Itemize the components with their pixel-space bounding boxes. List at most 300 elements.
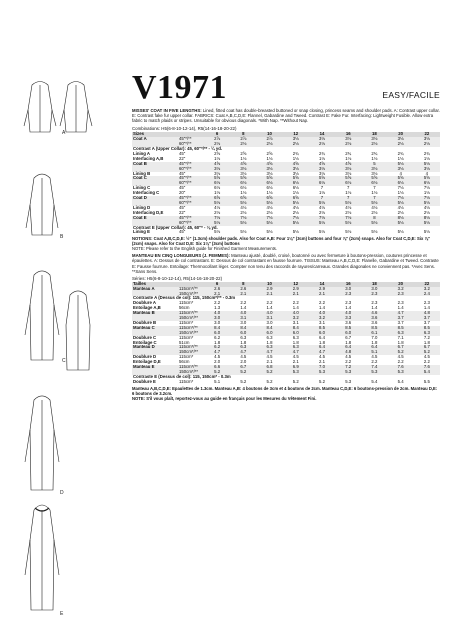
size-header-cell: 14 [309,282,335,287]
row-label: Lining D [133,204,151,210]
yardage-cell: 5⅛ [423,229,430,235]
yardage-cell: 6.3 [292,334,299,340]
yardage-cell: 2.1 [292,359,299,365]
notions-fr [132,386,440,401]
description-title: MISSES' COAT IN FIVE LENGTHS: [132,108,202,113]
sizes-label: Sizes [132,132,204,137]
yardage-cell: 4.7 [204,350,230,355]
yardage-cell: 2⅛ [414,142,440,147]
yardage-cell: 6.3 [388,331,414,336]
size-header-cell: 20 [388,132,414,137]
yardage-cell: 3.0 [335,287,361,292]
yardage-cell: 7⅛ [204,216,230,221]
row-label: Interfacing D,E [133,209,164,215]
yardage-table-en [132,132,440,235]
row-label: Lining E [133,229,150,235]
row-label: Interfacing C [133,190,160,196]
yardage-cell: 3⅛ [388,167,414,172]
yardage-cell: 2.1 [256,292,282,297]
row-label: Lining A [133,150,151,156]
yardage-cell: 5.3 [361,370,387,375]
yardage-cell: 2.1 [204,292,230,297]
yardage-cell: 5.1 [214,378,221,384]
yardage-cell: 4.7 [230,350,256,355]
yardage-cell: 8.5 [361,326,387,331]
yardage-cell: 1⅛ [397,190,404,196]
yardage-cell: 2.3 [361,292,387,297]
size-header-cell: 12 [283,282,309,287]
row-label: Manteau E [132,365,178,370]
yardage-cell: 7⅛ [397,185,404,191]
fabric-width: 56cm [179,305,190,311]
yardage-cell: 2⅛ [240,209,247,215]
yardage-cell: 5⅝ [335,176,361,181]
yardage-cell: 2.3 [371,300,378,306]
yardage-cell: 5⅛ [397,229,404,235]
yardage-cell: 1.8 [266,339,273,345]
yardage-cell: 7 [335,196,361,201]
yardage-cell: 6.3 [266,334,273,340]
yardage-cell: 2⅛ [345,209,352,215]
yardage-cell: 2¾ [423,150,430,156]
yardage-cell: 6.7 [388,345,414,350]
yardage-cell: 3.6 [371,319,378,325]
yardage-cell: 2⅝ [214,150,221,156]
yardage-cell: 5.4 [414,370,440,375]
fabric-width: 45"*/** [178,196,204,201]
yardage-cell: 3.2 [388,287,414,292]
yardage-cell: 5⅛ [266,229,273,235]
yardage-cell: 2.1 [266,359,273,365]
row-label: Lining C [133,185,151,191]
yardage-cell: 4 [399,170,402,176]
yardage-cell: 5⅛ [309,221,335,226]
yardage-cell: 1⅛ [240,155,247,161]
yardage-cell: 3⅛ [230,167,256,172]
row-label: Coat A [132,137,178,142]
view-a-sketch [24,82,92,133]
yardage-cell: 7 [320,185,324,191]
fabric-width: 60"*/** [178,142,204,147]
yardage-cell: 2.1 [283,292,309,297]
fabric-width: 150cm*/** [178,370,204,375]
yardage-cell: 6.0 [309,331,335,336]
yardage-cell: 3.0 [361,287,387,292]
table-row [132,380,440,385]
table-row [132,230,440,235]
fabric-width: 115cm*/** [178,345,204,350]
row-label: Contrast E (Upper Collar): 45, 60"* - ⅛ yd. [133,224,218,230]
description-fabrics: E: Contrast fake fur upper collar. FABRICS: Coat A,B,C,D,E: Flannel, Gabardine and Tweed. Contrast E: Fake Fur. Interfacing: Lightweight Fusible. Allow extra fabric to match plaids or stripes. Unsuitable for obvious diagonals. *With Nap. **Without Nap. [132,113,434,124]
description-fr [132,253,440,273]
yardage-cell: 2¾ [318,150,325,156]
yardage-cell: 1.8 [214,339,221,345]
yardage-cell: 7.2 [335,365,361,370]
combinations-en: Combinations: H5(6-8-10-12-14), R5(14-16-18-20-22) [132,126,237,132]
yardage-cell: 7.1 [397,334,404,340]
yardage-cell: 5.2 [292,378,299,384]
size-header-cell: 8 [230,132,256,137]
yardage-cell: 4⅛ [371,204,378,210]
combinations-fr: Séries: H5(6-8-10-12-14), R5(14-16-18-20-22) [132,275,223,281]
notions-text: NOTIONS: Coat A,B,C,D,E: ½" (1.3cm) shoulder pads. Also for Coat A,B: Four 1⅛" (3cm) buttons and four ⅞" (2cm) snaps. Also for Coat C,D,E: Six ⅞" (2cm) snaps. Also for Coat D,E: Six 1⅛" (3cm) buttons [132,236,430,247]
row-label: Manteau A [132,287,178,292]
yardage-cell: 3⅛ [256,167,282,172]
yardage-cell: 2.2 [371,359,378,365]
yardage-cell: 1⅛ [345,155,352,161]
row-label: Doublure D [133,354,157,360]
yardage-cell: 2⅛ [230,142,256,147]
yardage-cell: 4.5 [292,354,299,360]
yardage-cell: 2.0 [214,359,221,365]
yardage-cell: 2.2 [292,300,299,306]
yardage-cell: 6⅛ [388,181,414,186]
yardage-cell: 6.3 [240,334,247,340]
notions-fr-text: Manteau A,B,C,D,E: Epaulettes de 1.3cm. Manteau A,B: 4 boutons de 3cm et 4 boutons de 2cm. Manteau C,D,E: 6 boutons-pression de 2cm. Manteau D,E: 6 boutons de 3.2cm. [132,385,438,396]
yardage-cell: 3⅛ [309,167,335,172]
yardage-cell: 1.4 [292,305,299,311]
yardage-cell: 5.5 [423,378,430,384]
yardage-cell: 3⅛ [335,137,361,142]
size-header-cell: 16 [335,282,361,287]
yardage-cell: 2.3 [388,292,414,297]
size-header-cell: 20 [388,282,414,287]
yardage-cell: 6.0 [230,331,256,336]
yardage-cell: 3.6 [345,319,352,325]
yardage-cell: 2⅝ [240,150,247,156]
yardage-cell: 3⅛ [309,137,335,142]
yardage-cell: 7 [361,196,387,201]
fabric-width: 22" [179,155,186,161]
yardage-cell: 3⅛ [361,167,387,172]
yardage-cell: 1.8 [397,339,404,345]
fabric-width: 115cm* [179,354,194,360]
row-label: Doublure A [133,300,156,306]
fabric-width: 115cm*/** [178,365,204,370]
yardage-cell: 2⅞ [204,137,230,142]
row-label: Interfacing A,B [133,155,164,161]
row-label: Manteau C [132,326,178,331]
yardage-cell: 5⅛ [388,221,414,226]
view-letter-d: D [60,490,64,496]
yardage-cell: 4⅛ [292,204,299,210]
yardage-cell: 1⅛ [371,155,378,161]
yardage-cell: 6.7 [230,365,256,370]
yardage-cell: 5.1 [361,350,387,355]
view-e-sketch [25,505,59,610]
yardage-cell: 6.4 [361,345,387,350]
yardage-cell: 7.4 [361,365,387,370]
yardage-cell: 2.2 [214,300,221,306]
yardage-cell: 1⅛ [318,190,325,196]
yardage-cell: 5⅝ [309,176,335,181]
view-letter-c: C [62,358,66,364]
yardage-cell: 7⅛ [335,216,361,221]
yardage-cell: 7⅛ [414,196,440,201]
yardage-cell: 2.2 [240,300,247,306]
yardage-cell: 7.2 [423,334,430,340]
yardage-cell: 2.2 [318,300,325,306]
yardage-cell: 8⅛ [414,216,440,221]
yardage-cell: 5⅝ [230,176,256,181]
yardage-cell: 4.6 [361,311,387,316]
yardage-cell: 3⅛ [283,137,309,142]
yardage-cell: 1.8 [292,339,299,345]
yardage-cell: 2.9 [283,287,309,292]
yardage-cell: 6.3 [283,345,309,350]
yardage-cell: 4⅝ [256,162,282,167]
yardage-cell: 1⅛ [292,190,299,196]
yardage-cell: 2¾ [397,150,404,156]
view-letter-b: B [60,234,64,240]
yardage-cell: 8.4 [256,326,282,331]
yardage-cell: 4.0 [230,311,256,316]
yardage-cell: 6.6 [204,365,230,370]
yardage-cell: 5.3 [283,370,309,375]
yardage-cell: 5⅛ [230,221,256,226]
yardage-cell: 4.5 [318,354,325,360]
yardage-cell: 5.2 [240,378,247,384]
yardage-cell: 2⅛ [256,142,282,147]
row-label: Manteau B [132,311,178,316]
yardage-cell: 8.4 [283,326,309,331]
yardage-cell: 3⅛ [414,137,440,142]
yardage-cell: 3.0 [214,319,221,325]
yardage-cell: 4.5 [214,354,221,360]
yardage-cell: 5.3 [309,370,335,375]
yardage-cell: 6⅛ [283,181,309,186]
yardage-cell: 6.4 [335,345,361,350]
yardage-cell: 6⅝ [283,196,309,201]
yardage-cell: 3.1 [230,316,256,321]
yardage-cell: 6.8 [256,365,282,370]
yardage-cell: 6.4 [309,345,335,350]
fabric-width: 150cm*/** [178,292,204,297]
yardage-cell: 2⅛ [423,209,430,215]
yardage-cell: 4⅛ [345,204,352,210]
yardage-cell: 2.1 [309,292,335,297]
yardage-cell: 4⅝ [335,162,361,167]
yardage-cell: 6⅝ [230,196,256,201]
fabric-width: 45" [179,185,186,191]
row-label: Doublure C [133,334,157,340]
size-header-cell: 18 [361,282,387,287]
yardage-cell: 7.0 [371,334,378,340]
yardage-cell: 6⅛ [204,181,230,186]
yardage-cell: 5⅛ [361,221,387,226]
size-header-cell: 16 [335,132,361,137]
yardage-cell: 5⅛ [204,221,230,226]
yardage-cell: 3.6 [361,316,387,321]
yardage-cell: 1⅛ [292,155,299,161]
yardage-cell: 4.7 [256,350,282,355]
fabric-width: 150cm*/** [178,331,204,336]
yardage-cell: 5⅛ [414,162,440,167]
yardage-cell: 2.0 [240,359,247,365]
yardage-cell: 5.2 [266,378,273,384]
yardage-cell: 7.0 [309,365,335,370]
fabric-width: 45" [179,204,186,210]
yardage-cell: 4.5 [371,354,378,360]
yardage-cell: 5.3 [388,370,414,375]
yardage-cell: 3⅛ [204,167,230,172]
yardage-cell: 8.5 [335,326,361,331]
row-label: Doublure E [133,378,156,384]
sizes-label: Tailles [132,282,204,287]
yardage-cell: 8 [361,216,387,221]
description-en [132,108,440,123]
yardage-cell: 1⅛ [318,155,325,161]
yardage-cell: 3.1 [292,319,299,325]
notions-fr-note: NOTE: S'il vous plaît, reportez-vous au guide en français pour les Mesures du Vêtement Fini. [132,395,317,401]
yardage-cell: 3⅛ [240,170,247,176]
size-header-cell: 6 [204,132,230,137]
row-label: Contrast A (Upper Collar): 45, 60"*/** - ¼ yd. [133,146,223,151]
yardage-cell: 6.0 [283,331,309,336]
fabric-width: 45" [179,229,186,235]
view-b-sketch [26,174,58,235]
yardage-cell: 5⅛ [388,162,414,167]
yardage-cell: 8⅛ [388,216,414,221]
yardage-cell: 8.4 [204,326,230,331]
yardage-cell: 5.2 [318,378,325,384]
size-header-cell: 12 [283,132,309,137]
fabric-width: 60"*/** [178,201,204,206]
yardage-cell: 3.7 [423,319,430,325]
yardage-cell: 7⅛ [388,196,414,201]
row-label: Contraste E (Dessus de col): 115, 150cm* - 0.3m [133,373,231,379]
fabric-width: 45"*/** [178,137,204,142]
yardage-cell: 4.8 [335,350,361,355]
fabric-width: 22" [179,209,186,215]
size-header-cell: 14 [309,132,335,137]
yardage-cell: 5⅛ [256,201,282,206]
yardage-cell: 3.0 [204,316,230,321]
yardage-cell: 7.6 [388,365,414,370]
yardage-cell: 5.3 [345,378,352,384]
yardage-cell: 3.2 [309,316,335,321]
yardage-cell: 7⅛ [309,216,335,221]
yardage-cell: 6.4 [318,334,325,340]
yardage-cell: 4⅛ [423,204,430,210]
yardage-cell: 2⅞ [230,137,256,142]
yardage-cell: 4⅛ [397,204,404,210]
yardage-cell: 5⅛ [335,201,361,206]
yardage-cell: 5⅛ [256,221,282,226]
yardage-cell: 4.7 [309,350,335,355]
yardage-cell: 2⅛ [397,209,404,215]
yardage-cell: 5⅛ [204,201,230,206]
row-label: Coat E [132,216,178,221]
yardage-cell: 5.2 [230,370,256,375]
yardage-cell: 1⅛ [240,190,247,196]
fabric-width: 60"*/** [178,221,204,226]
fabric-width: 51cm [179,339,190,345]
yardage-cell: 2.1 [230,292,256,297]
yardage-cell: 3⅛ [283,167,309,172]
yardage-cell: 1⅛ [371,190,378,196]
yardage-cell: 8.5 [388,326,414,331]
yardage-cell: 4⅛ [240,204,247,210]
row-label: Entoilage C [133,339,157,345]
yardage-cell: 2⅛ [318,209,325,215]
yardage-cell: 6⅛ [240,185,247,191]
fabric-width: 115cm* [179,378,194,384]
yardage-cell: 6.9 [283,365,309,370]
yardage-cell: 4.5 [345,354,352,360]
yardage-cell: 5 [361,162,387,167]
yardage-cell: 1.4 [318,305,325,311]
yardage-cell: 2.9 [256,287,282,292]
yardage-cell: 2⅛ [335,142,361,147]
yardage-cell: 5⅛ [230,201,256,206]
notions-note: NOTE: Please refer to the English guide for Finished Garment Measurements. [132,246,278,252]
yardage-cell: 3⅛ [388,137,414,142]
fabric-width: 115cm*/** [178,287,204,292]
yardage-cell: 5⅛ [283,201,309,206]
yardage-cell: 6.0 [204,331,230,336]
yardage-cell: 3⅛ [361,137,387,142]
yardage-cell: 4.5 [266,354,273,360]
pattern-number: V1971 [132,69,228,106]
description-body: Lined, fitted coat has double-breasted buttoned or snap closing, princess seams and shoulder pads. A: Contrast upper collar. [202,108,440,113]
notions-en [132,236,440,251]
yardage-cell: 5⅝ [414,176,440,181]
yardage-cell: 4.5 [240,354,247,360]
yardage-cell: 3⅛ [414,167,440,172]
yardage-cell: 3.3 [335,316,361,321]
yardage-cell: 6.0 [256,331,282,336]
yardage-cell: 3.7 [388,316,414,321]
yardage-cell: 7⅛ [423,185,430,191]
yardage-cell: 3⅛ [214,170,221,176]
view-letter-e: E [60,611,64,617]
yardage-cell: 4⅛ [214,204,221,210]
yardage-cell: 1⅛ [266,155,273,161]
yardage-cell: 5⅝ [361,176,387,181]
yardage-cell: 1.4 [423,305,430,311]
yardage-cell: 3.1 [318,319,325,325]
yardage-cell: 3⅛ [371,170,378,176]
yardage-cell: 8.5 [309,326,335,331]
size-header-cell: 10 [256,132,282,137]
yardage-cell: 7⅛ [230,216,256,221]
row-label: Coat D [132,196,178,201]
yardage-cell: 5⅛ [414,221,440,226]
fabric-width: 45"*/** [178,162,204,167]
yardage-cell: 2.2 [423,359,430,365]
row-label: Lining B [133,170,151,176]
yardage-cell: 4.7 [388,311,414,316]
view-c-sketch [25,271,90,370]
yardage-cell: 1.8 [423,339,430,345]
yardage-cell: 4⅝ [230,162,256,167]
fabric-width: 60"*/** [178,167,204,172]
yardage-cell: 6⅛ [214,185,221,191]
yardage-cell: 5⅛ [345,229,352,235]
yardage-cell: 2.3 [335,292,361,297]
yardage-cell: 5⅛ [335,221,361,226]
yardage-cell: 6⅛ [335,181,361,186]
row-label: Entoilage D,E [133,359,161,365]
view-d-sketch [25,396,59,490]
view-letter-a: A [62,130,66,136]
fabric-width: 45" [179,150,186,156]
yardage-cell: 1⅛ [423,190,430,196]
yardage-cell: 1.8 [318,339,325,345]
yardage-cell: 3.7 [397,319,404,325]
yardage-cell: 5⅛ [414,201,440,206]
